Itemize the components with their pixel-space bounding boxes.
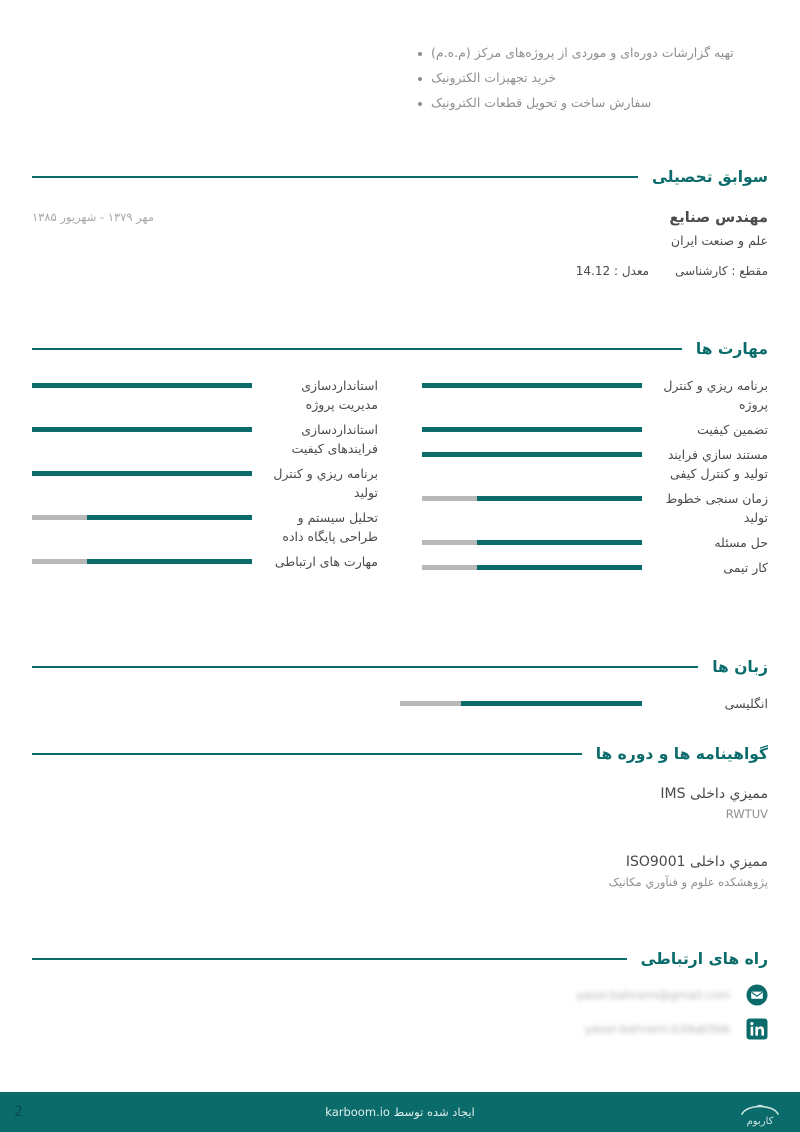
logo-text: کاربوم <box>746 1116 774 1127</box>
skill-bar-track <box>422 565 642 570</box>
section-divider <box>32 666 698 668</box>
bullet-dot-icon <box>418 52 422 56</box>
skill-bar-fill <box>87 559 252 564</box>
certificate-item <box>32 783 768 825</box>
skill-bar-track <box>32 427 252 432</box>
section-divider <box>32 176 638 178</box>
skill-bar-fill <box>32 383 252 388</box>
contact-section <box>32 950 768 1040</box>
education-section <box>32 168 768 300</box>
skill-bar-track <box>422 427 642 432</box>
skill-item <box>422 445 768 483</box>
skill-bar-fill <box>422 383 642 388</box>
section-title: راه های ارتباطی <box>640 950 768 968</box>
skill-label: استانداردسازی مدیریت پروژه <box>301 378 378 412</box>
skill-bar-fill <box>422 427 642 432</box>
skill-item <box>32 552 378 571</box>
section-title: سوابق تحصیلی <box>651 168 768 186</box>
skill-bar-fill <box>32 427 252 432</box>
contact-list <box>32 984 768 1040</box>
skill-bar-fill <box>477 565 642 570</box>
skill-bar-fill <box>87 515 252 520</box>
footer-credit: ایجاد شده توسط karboom.io <box>325 1105 475 1119</box>
bullet-dot-icon <box>418 102 422 106</box>
skill-bar-track <box>32 559 252 564</box>
section-title: مهارت ها <box>695 340 768 358</box>
skill-item <box>422 558 768 577</box>
section-divider <box>32 348 682 350</box>
languages-section <box>32 658 768 713</box>
list-item-text: خرید تجهیزات الکترونیک <box>431 70 557 86</box>
skill-label: زمان سنجی خطوط تولید <box>665 491 768 525</box>
languages-list <box>32 694 768 713</box>
skill-bar-track <box>32 515 252 520</box>
linkedin-icon <box>746 1018 768 1040</box>
skill-item <box>32 420 378 458</box>
list-item <box>418 44 748 62</box>
list-item-text: تهیه گزارشات دوره‌ای و موردی از پروژه‌های مرکز (م.ه.م) <box>431 45 734 60</box>
skills-column-left <box>32 376 378 583</box>
section-divider <box>32 753 582 755</box>
skills-grid <box>32 376 768 583</box>
language-item <box>400 694 768 713</box>
certificate-item <box>32 851 768 893</box>
certificates-header <box>32 745 768 763</box>
linkedin-value: yaser-bahrami-b34ab5bb <box>584 1022 730 1036</box>
language-bar-fill <box>461 701 643 706</box>
certificate-organization: پژوهشکده علوم و فنآوري مکانیک <box>608 875 768 890</box>
list-item <box>418 69 748 87</box>
education-degree: مهندس صنایع <box>669 210 768 226</box>
education-entry <box>669 208 768 251</box>
contact-header <box>32 950 768 968</box>
education-gpa: معدل : 14.12 <box>575 264 650 278</box>
skill-label: برنامه ریزي و کنترل تولید <box>273 466 378 500</box>
section-title: گواهینامه ها و دوره ها <box>595 745 768 763</box>
skill-label: مهارت های ارتباطی <box>274 554 378 569</box>
karboom-logo <box>734 1097 786 1127</box>
responsibilities-list <box>418 44 748 119</box>
languages-header <box>32 658 768 676</box>
skill-label: برنامه ریزي و کنترل پروژه <box>663 378 768 412</box>
skill-item <box>32 376 378 414</box>
skills-header <box>32 340 768 358</box>
contact-item-email[interactable] <box>32 984 768 1006</box>
education-body <box>32 208 768 300</box>
skill-bar-fill <box>477 540 642 545</box>
skills-column-right <box>422 376 768 583</box>
skill-item <box>422 376 768 414</box>
skill-item <box>422 533 768 552</box>
education-school: علم و صنعت ایران <box>670 232 768 248</box>
list-item <box>418 94 748 112</box>
language-label: انگلیسی <box>724 696 768 711</box>
skill-bar-fill <box>32 471 252 476</box>
skill-label: حل مسئله <box>714 535 768 550</box>
bullet-dot-icon <box>418 77 422 81</box>
skill-bar-track <box>422 383 642 388</box>
skill-label: استانداردسازی فرایندهای کیفیت <box>291 422 378 456</box>
skill-item <box>32 464 378 502</box>
certificate-organization: RWTUV <box>725 807 768 822</box>
certificate-name: ممیزي داخلی ISO9001 <box>625 853 768 870</box>
skills-section <box>32 340 768 583</box>
education-date-range: مهر ۱۳۷۹ - شهریور ۱۳۸۵ <box>32 210 154 224</box>
skill-item <box>422 489 768 527</box>
email-icon <box>746 984 768 1006</box>
email-value: yaser.bahrami@gmail.com <box>576 988 730 1002</box>
section-divider <box>32 958 627 960</box>
contact-item-linkedin[interactable] <box>32 1018 768 1040</box>
skill-item <box>422 420 768 439</box>
skill-bar-track <box>32 383 252 388</box>
skill-bar-track <box>422 540 642 545</box>
education-header <box>32 168 768 186</box>
skill-label: تحلیل سیستم و طراحی پایگاه داده <box>282 510 378 544</box>
skill-bar-fill <box>422 452 642 457</box>
page-footer <box>0 1092 800 1132</box>
certificates-list <box>32 783 768 893</box>
certificates-section <box>32 745 768 919</box>
skill-item <box>32 508 378 546</box>
skill-label: مستند سازي فرایند تولید و کنترل کیفی <box>667 447 768 481</box>
certificate-name: ممیزي داخلی IMS <box>660 786 768 802</box>
skill-bar-track <box>422 496 642 501</box>
language-bar-track <box>400 701 642 706</box>
skill-bar-track <box>422 452 642 457</box>
section-title: زبان ها <box>712 658 768 676</box>
list-item-text: سفارش ساخت و تحویل قطعات الکترونیک <box>431 95 652 111</box>
skill-label: تضمین کیفیت <box>697 422 768 437</box>
skill-bar-fill <box>477 496 642 501</box>
skill-label: کار تیمی <box>723 560 768 575</box>
education-level: مقطع : کارشناسی <box>675 264 768 278</box>
skill-bar-track <box>32 471 252 476</box>
page-number: 2 <box>14 1104 23 1120</box>
education-meta <box>576 264 768 278</box>
